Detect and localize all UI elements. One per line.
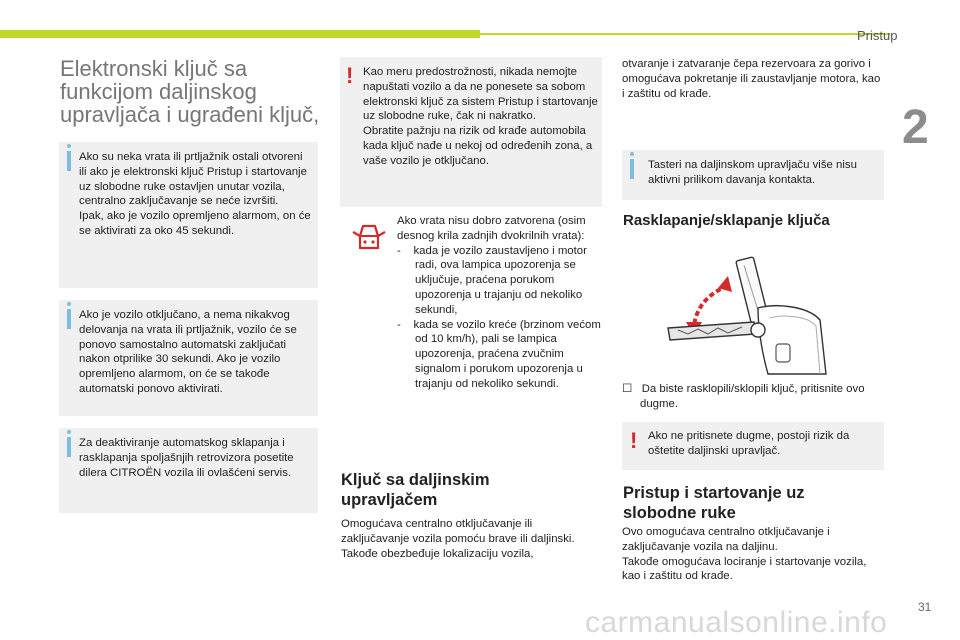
info-note-2	[59, 300, 318, 416]
key-fold-illustration	[658, 248, 838, 376]
info-icon	[67, 309, 71, 329]
fold-key-heading: Rasklapanje/sklapanje ključa	[623, 212, 830, 229]
section-label: Pristup	[857, 28, 898, 43]
page-number: 31	[918, 600, 932, 614]
hands-free-heading: Pristup i startovanje uz slobodne ruke	[623, 484, 805, 522]
warning-text-b: Obratite pažnju na rizik od krađe automobila kada ključ nađe u nekoj od određenih zona, a vaše vozilo je otključano.	[363, 125, 593, 167]
info-icon	[67, 437, 71, 457]
info-note-1-text: Ako su neka vrata ili prtljažnik ostali otvoreni ili ako je elektronski ključ Pristup i startovanje uz slobodne ruke ostavljen unutar vozila, centralno zaključavanje se neće izvršiti.	[79, 151, 307, 208]
info-note-2-text: Ako je vozilo otključano, a nema nikakvog delovanja na vrata ili prtljažnik, vozilo će se ponovo samostalno automatski zaključati nakon otprilike 30 sekundi. Ako je vozilo opremljeno alarmom, on će se takođe automatski ponovo aktivirati.	[79, 309, 297, 395]
remote-key-heading: Ključ sa daljinskim upravljačem	[341, 471, 490, 509]
door-warning-intro: Ako vrata nisu dobro zatvorena (osim desnog krila zadnjih dvokrilnih vrata):	[397, 215, 586, 242]
remote-key-body: Omogućava centralno otključavanje ili zaključavanje vozila pomoću brave ili daljinski. Takođe obezbeđuje lokalizaciju vozila,	[341, 518, 575, 560]
hands-free-body: Ovo omogućava centralno otključavanje i zaključavanje vozila na daljinu.	[622, 526, 830, 553]
info-note-4-text: Tasteri na daljinskom upravljaču više nisu aktivni prilikom davanja kontakta.	[648, 159, 857, 186]
door-warning-item-1: - kada je vozilo zaustavljeno i motor radi, ova lampica upozorenja se uključuje, praćena porukom upozorenja u trajanju od nekoliko sekundi,	[397, 244, 587, 316]
fold-key-step: ☐ Da biste rasklopili/sklopili ključ, pritisnite ovo dugme.	[622, 383, 865, 410]
door-open-warning-icon	[351, 222, 387, 254]
warning-icon: !	[630, 428, 638, 453]
info-note-3-text: Za deaktiviranje automatskog sklapanja i rasklapanja spoljašnjih retrovizora posetite dilera CITROËN vozila ili ovlašćeni servis.	[79, 437, 294, 479]
info-note-4	[622, 150, 884, 200]
warning-box-2	[622, 422, 884, 470]
warning-icon: !	[346, 63, 354, 88]
info-icon	[67, 151, 71, 171]
door-warning-item-2: - kada se vozilo kreće (brzinom većom od 10 km/h), pali se lampica upozorenja, praćena zvučnim signalom i porukom upozorenja u trajanju od nekoliko sekundi.	[397, 318, 601, 390]
page-title: Elektronski ključ sa funkcijom daljinskog upravljača i ugrađeni ključ,	[60, 56, 320, 127]
hands-free-body-b: Takođe omogućava lociranje i startovanje vozila, kao i zaštitu od krađe.	[622, 555, 867, 583]
warning-text-2: Ako ne pritisnete dugme, postoji rizik da oštetite daljinski upravljač.	[648, 430, 850, 457]
chapter-number: 2	[902, 101, 929, 154]
header-accent-bar	[0, 30, 480, 38]
warning-box	[340, 57, 602, 207]
info-note-1	[59, 142, 318, 288]
info-note-1-text-b: Ipak, ako je vozilo opremljeno alarmom, on će se aktivirati za oko 45 sekundi.	[79, 210, 311, 237]
info-icon	[630, 159, 634, 179]
warning-text: Kao meru predostrožnosti, nikada nemojte napuštati vozilo a da ne ponesete sa sobom elektronski ključ za sistem Pristup i startovanje uz slobodne ruke, čak ni nakratko.	[363, 66, 598, 123]
header-rule	[480, 33, 890, 35]
watermark: carmanualsonline.info	[585, 606, 888, 639]
info-note-3	[59, 428, 318, 513]
continued-text: otvaranje i zatvaranje čepa rezervoara za gorivo i omogućava pokretanje ili zaustavljanje motora, kao i zaštitu od krađe.	[622, 58, 881, 100]
